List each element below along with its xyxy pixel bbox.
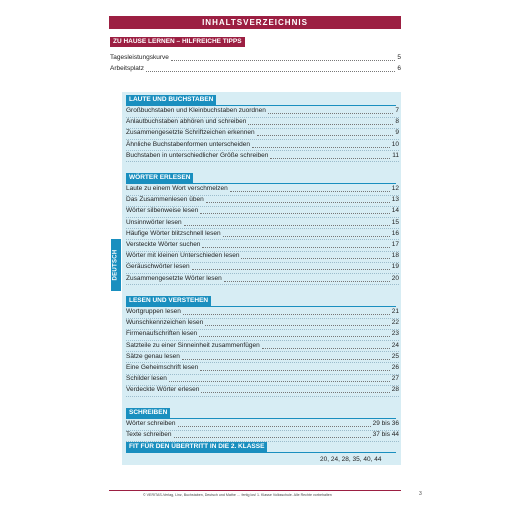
section-title: WÖRTER ERLESEN xyxy=(126,173,193,183)
toc-entry-label: Großbuchstaben und Kleinbuchstaben zuordnen xyxy=(126,107,266,114)
leader-dots xyxy=(202,247,389,248)
toc-entry-page: 26 xyxy=(391,364,399,371)
toc-entry-label: Zusammengesetzte Wörter lesen xyxy=(126,274,222,282)
toc-entry-page: 23 xyxy=(391,330,399,338)
toc-entry-page: 17 xyxy=(391,241,399,248)
toc-entry xyxy=(126,341,399,351)
leader-dots xyxy=(268,113,394,114)
home-section-title: ZU HAUSE LERNEN – HILFREICHE TIPPS xyxy=(110,37,245,47)
toc-entry-label: Eine Geheimschrift lesen xyxy=(126,364,199,371)
toc-entry-label: Buchstaben in unterschiedlicher Größe schreiben xyxy=(126,151,269,159)
toc-entry-page: 7 xyxy=(395,107,399,114)
toc-entry-label: Wunschkennzeichen lesen xyxy=(126,319,204,327)
toc-entry-page: 14 xyxy=(391,207,399,215)
leader-dots xyxy=(183,314,390,315)
leader-dots xyxy=(169,381,390,382)
toc-entry xyxy=(126,430,399,440)
toc-entry-page: 19 xyxy=(391,263,399,271)
toc-entry-label: Häufige Wörter blitzschnell lesen xyxy=(126,229,221,237)
toc-entry-page: 8 xyxy=(395,118,399,126)
leader-dots xyxy=(146,71,395,72)
toc-entry xyxy=(126,419,399,429)
toc-entry xyxy=(126,385,399,395)
toc-entry xyxy=(126,117,399,127)
toc-entry-page: 13 xyxy=(391,196,399,204)
leader-dots xyxy=(252,147,390,148)
toc-entry xyxy=(126,352,399,362)
leader-dots xyxy=(192,269,390,270)
toc-entry-page: 27 xyxy=(391,375,399,383)
fit-pages: 20, 24, 28, 35, 40, 44 xyxy=(320,456,382,463)
leader-dots xyxy=(201,392,389,393)
toc-entry xyxy=(126,329,399,339)
leader-dots xyxy=(171,60,395,61)
toc-entry-label: Verdeckte Wörter erlesen xyxy=(126,386,200,394)
toc-entry xyxy=(126,128,399,138)
toc-entry-label: Geräuschwörter lesen xyxy=(126,263,190,271)
leader-dots xyxy=(205,325,390,326)
leader-dots xyxy=(178,426,371,427)
toc-entry-page: 29 bis 36 xyxy=(372,420,399,427)
section-title: LESEN UND VERSTEHEN xyxy=(126,296,211,306)
leader-dots xyxy=(182,359,390,360)
toc-entry xyxy=(126,229,399,239)
page-number: 3 xyxy=(419,491,422,497)
fit-section-rule xyxy=(126,452,396,453)
toc-entry-label: Schilder lesen xyxy=(126,375,167,383)
leader-dots xyxy=(200,370,390,371)
leader-dots xyxy=(200,213,390,214)
toc-entry-label: Versteckte Wörter suchen xyxy=(126,241,201,248)
toc-entry xyxy=(126,374,399,384)
toc-entry-label: Zusammengesetzte Schriftzeichen erkennen xyxy=(126,129,255,137)
leader-dots xyxy=(206,202,390,203)
toc-entry-label: Wörter schreiben xyxy=(126,420,176,427)
toc-entry-page: 24 xyxy=(391,341,399,349)
toc-entry-page: 25 xyxy=(391,352,399,360)
toc-entry-label: Tagesleistungskurve xyxy=(110,54,169,61)
leader-dots xyxy=(230,191,390,192)
toc-entry-page: 12 xyxy=(391,185,399,192)
toc-entry-page: 5 xyxy=(397,54,401,61)
leader-dots xyxy=(223,236,390,237)
toc-entry-label: Wortgruppen lesen xyxy=(126,308,181,315)
toc-entry xyxy=(110,64,401,74)
toc-entry-page: 20 xyxy=(391,274,399,282)
toc-entry-page: 16 xyxy=(391,229,399,237)
row-divider xyxy=(126,161,399,162)
toc-entry xyxy=(126,218,399,228)
toc-entry-label: Arbeitsplatz xyxy=(110,65,144,72)
row-divider xyxy=(126,396,399,397)
toc-entry xyxy=(126,240,399,250)
leader-dots xyxy=(224,281,390,282)
toc-entry xyxy=(126,151,399,161)
toc-entry-label: Sätze genau lesen xyxy=(126,352,180,360)
toc-entry-page: 18 xyxy=(391,252,399,260)
toc-entry xyxy=(126,251,399,261)
toc-entry-page: 11 xyxy=(392,151,399,159)
leader-dots xyxy=(248,124,393,125)
toc-entry-page: 6 xyxy=(397,65,401,72)
leader-dots xyxy=(262,348,390,349)
toc-entry-page: 21 xyxy=(391,308,399,315)
deutsch-side-tab: DEUTSCH xyxy=(111,239,121,291)
toc-entry-page: 22 xyxy=(391,319,399,327)
toc-entry-label: Firmenaufschriften lesen xyxy=(126,330,198,338)
toc-entry xyxy=(126,274,399,284)
toc-entry xyxy=(126,195,399,205)
toc-entry xyxy=(126,106,399,116)
toc-entry-page: 37 bis 44 xyxy=(372,431,399,439)
leader-dots xyxy=(270,158,390,159)
toc-entry xyxy=(126,262,399,272)
toc-entry-label: Wörter mit kleinen Unterschieden lesen xyxy=(126,252,240,260)
fit-section-title: FIT FÜR DEN ÜBERTRITT IN DIE 2. KLASSE xyxy=(126,442,267,452)
toc-entry-page: 15 xyxy=(391,218,399,226)
toc-entry-page: 28 xyxy=(391,386,399,394)
footer-rule xyxy=(109,490,401,491)
toc-entry-label: Anlautbuchstaben abhören und schreiben xyxy=(126,118,247,126)
leader-dots xyxy=(174,437,371,438)
toc-entry-page: 10 xyxy=(391,140,399,148)
toc-entry xyxy=(110,53,401,63)
toc-entry-page: 9 xyxy=(395,129,399,137)
toc-entry-label: Das Zusammenlesen üben xyxy=(126,196,204,204)
section-title: LAUTE UND BUCHSTABEN xyxy=(126,95,216,105)
toc-entry-label: Satzteile zu einer Sinneinheit zusammenfügen xyxy=(126,341,260,349)
toc-entry-label: Laute zu einem Wort verschmelzen xyxy=(126,185,228,192)
toc-entry-label: Wörter silbenweise lesen xyxy=(126,207,199,215)
page-header: INHALTSVERZEICHNIS xyxy=(109,16,401,29)
row-divider xyxy=(126,284,399,285)
toc-entry xyxy=(126,363,399,373)
leader-dots xyxy=(199,336,390,337)
toc-entry xyxy=(126,184,399,194)
toc-entry xyxy=(126,140,399,150)
toc-entry xyxy=(126,206,399,216)
toc-entry xyxy=(126,307,399,317)
leader-dots xyxy=(241,258,389,259)
toc-entry-label: Ähnliche Buchstabenformen unterscheiden xyxy=(126,140,250,148)
toc-entry xyxy=(126,318,399,328)
toc-entry-label: Texte schreiben xyxy=(126,431,172,439)
footer-copyright: © VERITAS-Verlag, Linz, Buchstaben, Deutsch und Mathe … fertig los! 1. Klasse Volksschule. Alle Rechte vorbehalten xyxy=(143,493,332,497)
leader-dots xyxy=(184,225,390,226)
section-title: SCHREIBEN xyxy=(126,408,170,418)
leader-dots xyxy=(257,135,394,136)
toc-entry-label: Unsinnwörter lesen xyxy=(126,218,182,226)
